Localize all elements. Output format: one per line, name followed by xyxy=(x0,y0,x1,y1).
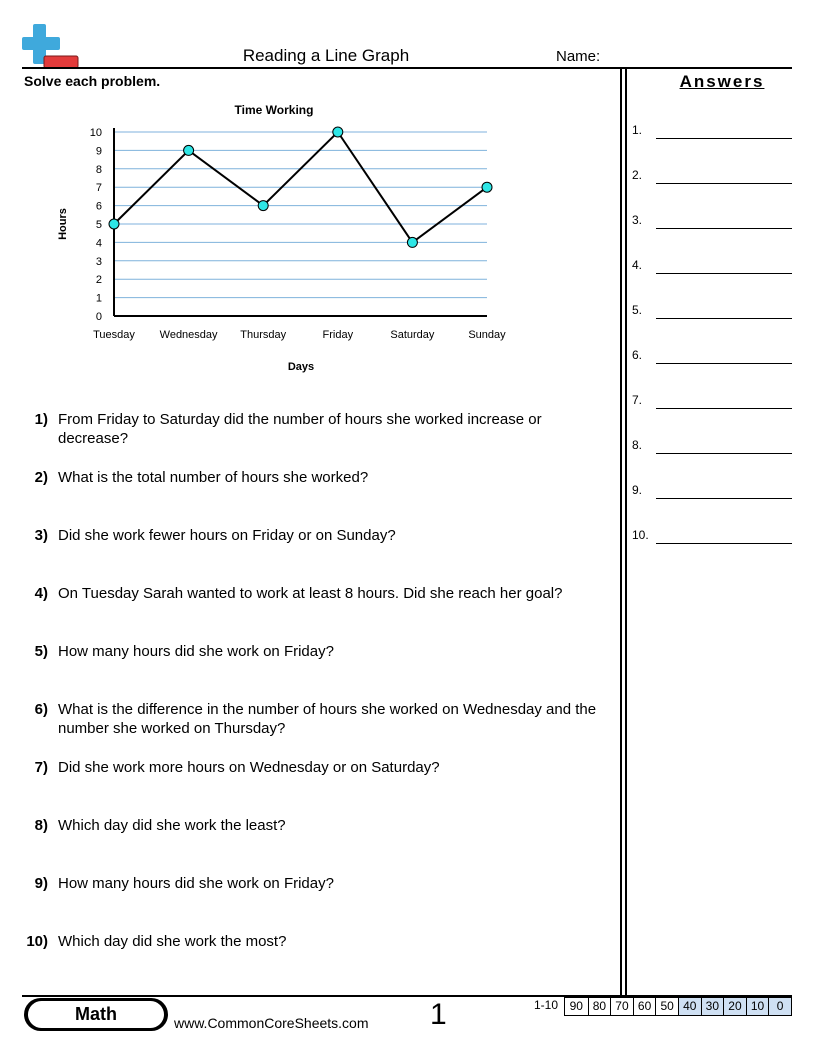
instructions: Solve each problem. xyxy=(24,73,161,89)
site-url: www.CommonCoreSheets.com xyxy=(174,1015,369,1031)
y-tick-label: 0 xyxy=(95,311,102,323)
question-number: 7) xyxy=(34,759,48,776)
answer-number: 6. xyxy=(632,348,643,362)
question-number: 5) xyxy=(34,643,48,660)
score-cell: 20 xyxy=(723,998,746,1015)
question-text: Which day did she work the most? xyxy=(58,933,287,950)
x-tick-label: Sunday xyxy=(468,329,506,341)
answer-column-divider-inner xyxy=(625,67,627,995)
answer-line[interactable] xyxy=(632,479,792,499)
x-tick-label: Saturday xyxy=(390,329,435,341)
answer-line[interactable] xyxy=(632,524,792,544)
question-item xyxy=(20,874,610,893)
question-item xyxy=(20,700,610,738)
question-item xyxy=(20,816,610,835)
subject-label: Math xyxy=(28,1001,164,1028)
question-item xyxy=(20,758,610,777)
question-text: What is the total number of hours she worked? xyxy=(58,469,369,486)
answer-blank[interactable] xyxy=(656,183,792,184)
answer-blank[interactable] xyxy=(656,228,792,229)
y-tick-label: 1 xyxy=(95,292,102,305)
answer-number: 8. xyxy=(632,438,643,452)
y-tick-label: 7 xyxy=(95,182,102,195)
question-number: 3) xyxy=(34,527,48,544)
answer-blank[interactable] xyxy=(656,318,792,319)
answer-number: 2. xyxy=(632,168,643,182)
data-point xyxy=(258,201,268,211)
question-number: 9) xyxy=(34,875,48,892)
question-text: Did she work more hours on Wednesday or on Saturday? xyxy=(58,759,440,776)
question-item xyxy=(20,410,610,448)
page-number: 1 xyxy=(430,998,447,1031)
answer-number: 10. xyxy=(632,528,649,542)
question-text: How many hours did she work on Friday? xyxy=(58,875,334,892)
score-cell: 40 xyxy=(678,998,701,1015)
question-text: What is the difference in the number of hours she worked on Wednesday and the number she worked on Thursday? xyxy=(58,701,597,737)
y-tick-label: 8 xyxy=(95,163,102,176)
y-tick-label: 6 xyxy=(95,200,102,213)
question-text: Did she work fewer hours on Friday or on Sunday? xyxy=(58,527,396,544)
data-point xyxy=(184,145,194,155)
score-cell: 50 xyxy=(655,998,678,1015)
answer-blank[interactable] xyxy=(656,453,792,454)
answer-line[interactable] xyxy=(632,344,792,364)
question-text: On Tuesday Sarah wanted to work at least 8 hours. Did she reach her goal? xyxy=(58,585,563,602)
question-text: Which day did she work the least? xyxy=(58,817,286,834)
answer-line[interactable] xyxy=(632,209,792,229)
answer-number: 5. xyxy=(632,303,643,317)
question-item xyxy=(20,932,610,951)
x-tick-label: Friday xyxy=(322,329,354,341)
answer-blank[interactable] xyxy=(656,543,792,544)
answer-blank[interactable] xyxy=(656,498,792,499)
x-tick-label: Tuesday xyxy=(93,329,135,341)
score-cell: 70 xyxy=(610,998,633,1015)
answer-line[interactable] xyxy=(632,434,792,454)
score-cell: 10 xyxy=(746,998,769,1015)
answer-blank[interactable] xyxy=(656,138,792,139)
score-table xyxy=(564,997,792,1016)
y-tick-label: 4 xyxy=(95,237,102,250)
answer-number: 3. xyxy=(632,213,643,227)
y-tick-label: 2 xyxy=(95,274,102,287)
question-text: From Friday to Saturday did the number of hours she worked increase or decrease? xyxy=(58,411,542,447)
data-point xyxy=(109,219,119,229)
answer-line[interactable] xyxy=(632,119,792,139)
answer-blank[interactable] xyxy=(656,363,792,364)
chart-title: Time Working xyxy=(234,103,314,117)
answer-number: 9. xyxy=(632,483,643,497)
data-point xyxy=(333,127,343,137)
y-axis-label: Hours xyxy=(57,208,69,240)
question-item xyxy=(20,642,610,661)
x-tick-label: Thursday xyxy=(240,329,287,341)
y-tick-label: 3 xyxy=(95,255,102,268)
answer-column-divider xyxy=(620,67,622,995)
question-number: 10) xyxy=(26,933,48,950)
answer-blank[interactable] xyxy=(656,408,792,409)
data-point xyxy=(407,237,417,247)
y-tick-label: 5 xyxy=(95,219,102,231)
answer-line[interactable] xyxy=(632,164,792,184)
x-tick-label: Wednesday xyxy=(159,329,218,341)
question-item xyxy=(20,526,610,545)
answer-number: 1. xyxy=(632,123,643,137)
score-cell: 60 xyxy=(633,998,656,1015)
score-cell: 30 xyxy=(701,998,724,1015)
header-divider xyxy=(22,67,792,69)
data-point xyxy=(482,182,492,192)
answer-number: 7. xyxy=(632,393,643,407)
question-number: 2) xyxy=(34,469,48,486)
answer-line[interactable] xyxy=(632,254,792,274)
question-item xyxy=(20,584,610,603)
answer-number: 4. xyxy=(632,258,643,272)
answer-blank[interactable] xyxy=(656,273,792,274)
y-tick-label: 10 xyxy=(89,127,102,139)
score-cell: 90 xyxy=(569,999,583,1013)
x-axis-label: Days xyxy=(287,361,315,373)
answers-title: Answers xyxy=(679,72,765,91)
score-range-label: 1-10 xyxy=(534,998,559,1012)
y-tick-label: 9 xyxy=(95,145,102,158)
score-cell: 0 xyxy=(768,998,791,1015)
question-number: 6) xyxy=(34,701,48,718)
question-number: 1) xyxy=(34,411,48,428)
question-item xyxy=(20,468,610,487)
score-cell: 80 xyxy=(588,998,611,1015)
subject-badge xyxy=(24,998,168,1031)
answer-line[interactable] xyxy=(632,299,792,319)
question-number: 4) xyxy=(34,585,48,602)
name-label: Name: xyxy=(556,48,601,65)
line-chart xyxy=(40,96,520,381)
question-number: 8) xyxy=(34,817,48,834)
answer-line[interactable] xyxy=(632,389,792,409)
question-text: How many hours did she work on Friday? xyxy=(58,643,334,660)
worksheet-title: Reading a Line Graph xyxy=(242,46,410,65)
